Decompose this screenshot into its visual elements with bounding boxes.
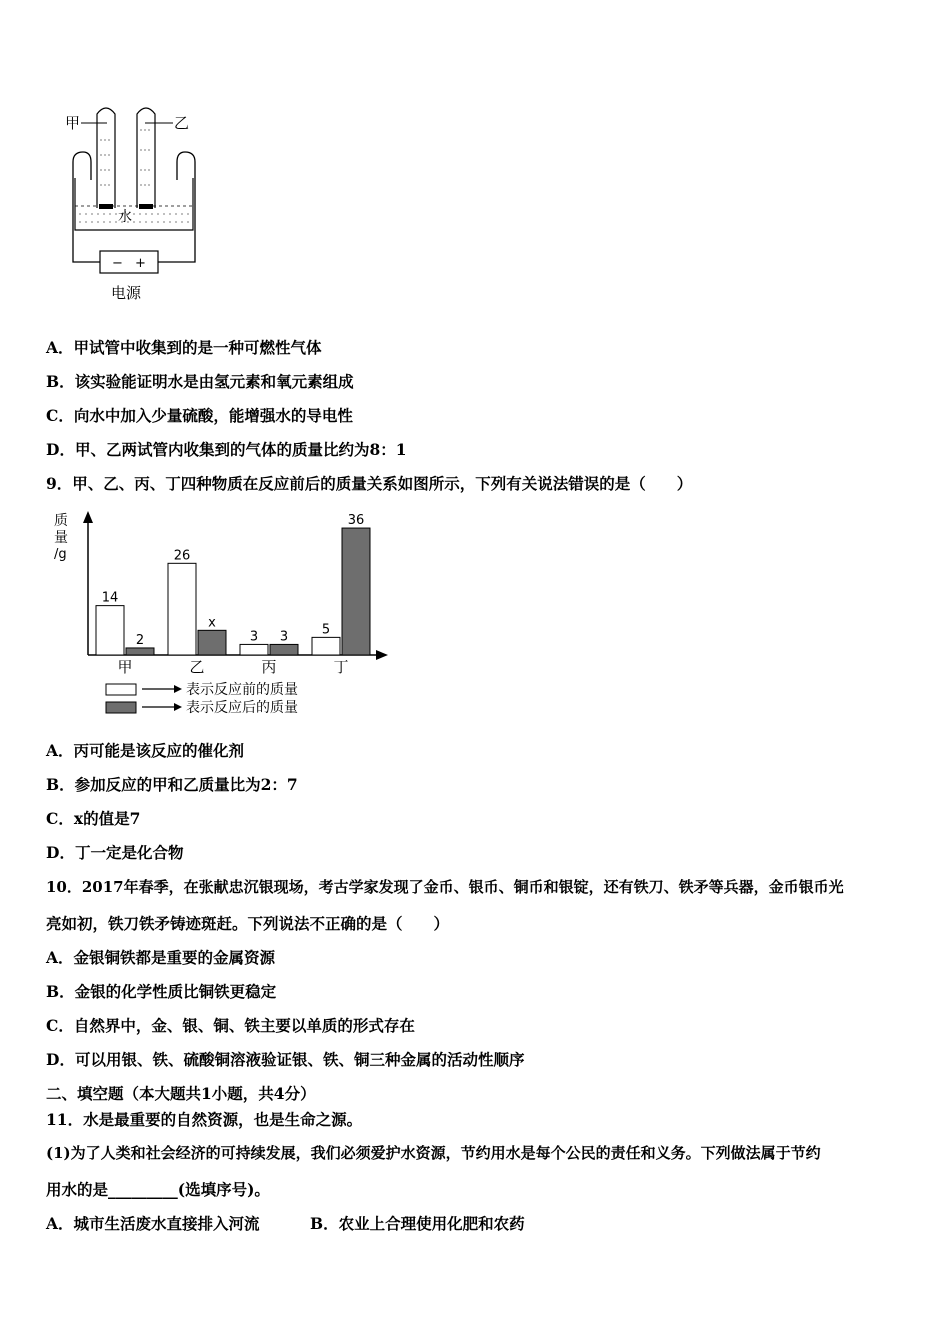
q8-option-a: A．甲试管中收集到的是一种可燃性气体: [46, 338, 322, 357]
bar-before-1: [168, 563, 196, 655]
category-label-1: 乙: [189, 658, 205, 676]
q9-option-d: D．丁一定是化合物: [46, 843, 184, 862]
svg-text:甲: 甲: [65, 114, 81, 132]
svg-text:+: +: [135, 256, 146, 271]
legend-after-swatch: [106, 702, 136, 713]
data-label-after-2: 3: [279, 629, 289, 645]
q9-option-a: A．丙可能是该反应的催化剂: [46, 741, 245, 760]
category-label-3: 丁: [333, 658, 349, 676]
q9-option-b: B．参加反应的甲和乙质量比为2：7: [46, 775, 298, 794]
data-label-before-3: 5: [321, 622, 331, 638]
legend-before-label: 表示反应前的质量: [186, 682, 298, 698]
bar-after-0: [126, 648, 154, 655]
legend-before-swatch: [106, 684, 136, 695]
q10-stem-line-1: 10．2017年春季，在张献忠沉银现场，考古学家发现了金币、银币、铜币和银锭，还有铁刀、铁矛等兵器，金币银币光: [46, 878, 844, 896]
svg-text:电源: 电源: [111, 284, 142, 302]
x-axis-arrow: [376, 650, 388, 660]
q9-stem: 9．甲、乙、丙、丁四种物质在反应前后的质量关系如图所示，下列有关说法错误的是（ ）: [46, 474, 693, 493]
q10-option-a: A．金银铜铁都是重要的金属资源: [46, 948, 276, 967]
bar-before-3: [312, 637, 340, 655]
q8-option-b: B．该实验能证明水是由氢元素和氧元素组成: [46, 372, 354, 391]
q11-part1-line-2: 用水的是_________(选填序号)。: [46, 1180, 270, 1199]
q9-chart: [46, 503, 394, 720]
category-label-2: 丙: [261, 658, 277, 676]
bar-after-2: [270, 644, 298, 655]
data-label-after-3: 36: [347, 513, 365, 529]
electrolysis-diagram: [55, 100, 215, 305]
electrolysis-figure: [55, 100, 215, 305]
q10-option-d: D．可以用银、铁、硫酸铜溶液验证银、铁、铜三种金属的活动性顺序: [46, 1050, 525, 1069]
q9-option-c: C．x的值是7: [46, 809, 141, 828]
q11-option-a: A．城市生活废水直接排入河流: [46, 1214, 260, 1233]
data-label-after-0: 2: [135, 632, 145, 648]
y-label-line-1: 质: [54, 513, 68, 529]
section-2-title: 二、填空题（本大题共1小题，共4分）: [46, 1084, 316, 1103]
legend-after-label: 表示反应后的质量: [186, 700, 298, 716]
q10-option-c: C．自然界中，金、银、铜、铁主要以单质的形式存在: [46, 1016, 415, 1035]
bar-after-3: [342, 528, 370, 655]
q11-option-b: B．农业上合理使用化肥和农药: [310, 1214, 525, 1233]
data-label-after-1: x: [208, 615, 216, 631]
bar-before-2: [240, 644, 268, 655]
svg-text:水: 水: [118, 209, 132, 225]
svg-text:乙: 乙: [174, 114, 190, 132]
svg-text:−: −: [112, 256, 123, 271]
y-label-line-2: 量: [54, 530, 68, 546]
y-label-line-3: /g: [54, 547, 67, 562]
q10-option-b: B．金银的化学性质比铜铁更稳定: [46, 982, 277, 1001]
bar-before-0: [96, 606, 124, 655]
category-label-0: 甲: [117, 658, 133, 676]
data-label-before-2: 3: [249, 629, 259, 645]
bar-after-1: [198, 630, 226, 655]
data-label-before-0: 14: [101, 590, 119, 606]
y-axis-arrow: [83, 511, 93, 523]
bar-chart: [46, 503, 394, 720]
q11-part1-line-1: (1)为了人类和社会经济的可持续发展，我们必须爱护水资源，节约用水是每个公民的责任和义务。下列做法属于节约: [46, 1144, 821, 1162]
q10-stem-line-2: 亮如初，铁刀铁矛铸迹斑赶。下列说法不正确的是（ ）: [46, 914, 450, 933]
q8-option-c: C．向水中加入少量硫酸，能增强水的导电性: [46, 406, 353, 425]
q11-stem: 11．水是最重要的自然资源，也是生命之源。: [46, 1110, 363, 1129]
q8-option-d: D．甲、乙两试管内收集到的气体的质量比约为8：1: [46, 440, 407, 459]
data-label-before-1: 26: [173, 548, 191, 564]
